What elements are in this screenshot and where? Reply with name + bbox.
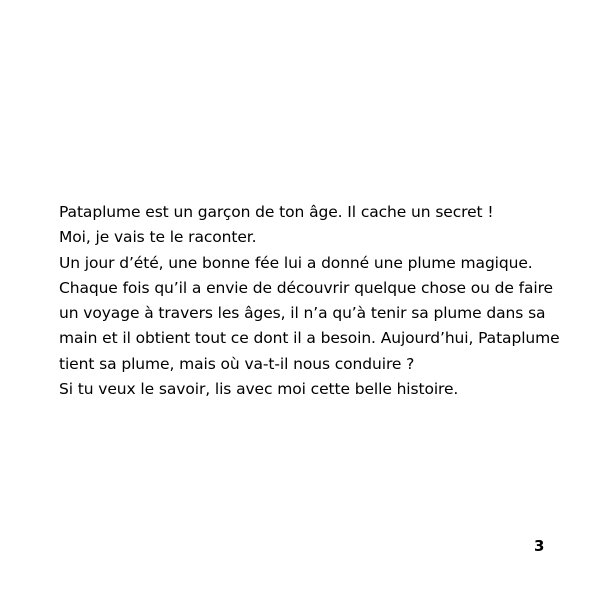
story-line: Pataplume est un garçon de ton âge. Il cache un secret ! (59, 203, 494, 221)
story-line: Si tu veux le savoir, lis avec moi cette belle histoire. (59, 380, 459, 399)
story-text (59, 200, 559, 402)
story-line: Moi, je vais te le raconter. (59, 228, 257, 247)
story-line: un voyage à travers les âges, il n’a qu’à tenir sa plume dans sa (59, 304, 546, 323)
story-line: main et il obtient tout ce dont il a besoin. Aujourd’hui, Pataplume (59, 329, 560, 348)
page-number: 3 (534, 537, 545, 555)
story-line: Un jour d’été, une bonne fée lui a donné une plume magique. (59, 253, 533, 272)
story-line: Chaque fois qu’il a envie de découvrir quelque chose ou de faire (59, 278, 553, 297)
story-line: tient sa plume, mais où va-t-il nous conduire ? (59, 354, 415, 373)
